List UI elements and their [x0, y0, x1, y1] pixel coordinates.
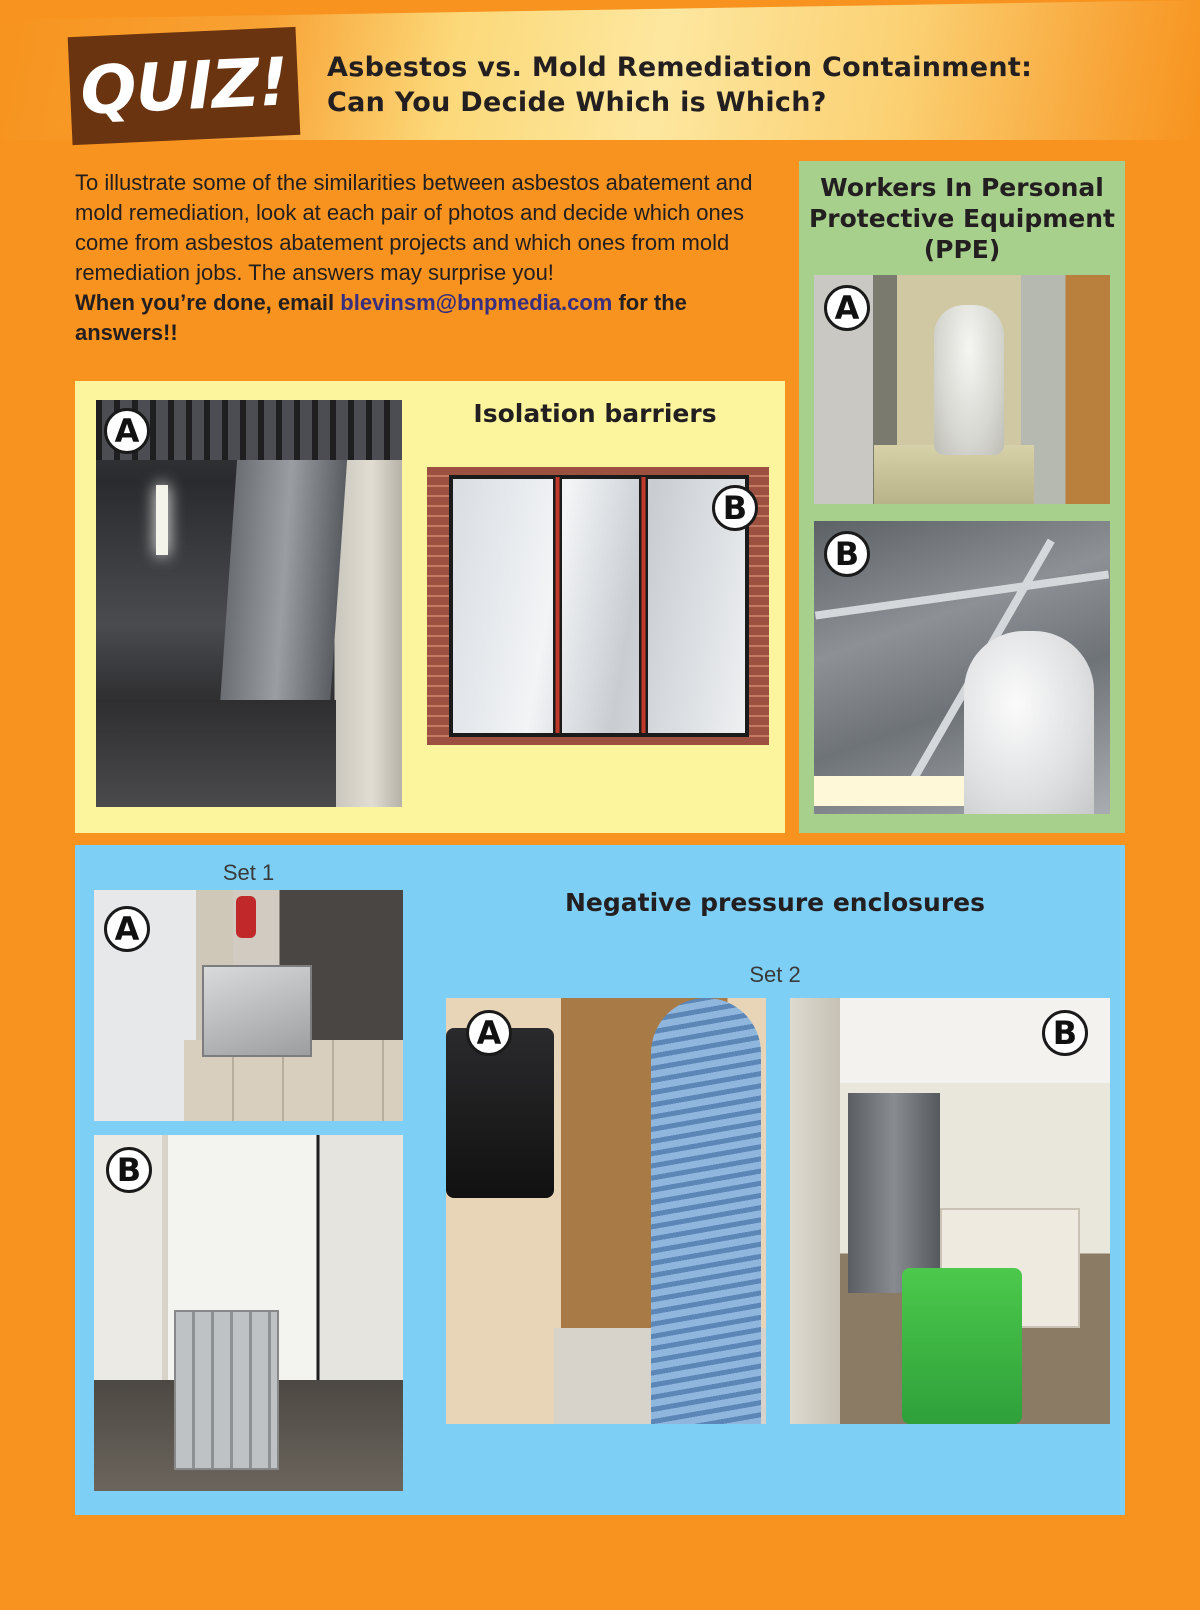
- photo-label-a: A: [824, 285, 870, 331]
- photo-label-b: B: [712, 485, 758, 531]
- photo-detail: [446, 1028, 554, 1198]
- photo-detail: [639, 477, 648, 733]
- isolation-photo-a: [96, 400, 402, 807]
- ppe-title: Workers In Personal Protective Equipment (PPE): [808, 173, 1116, 264]
- photo-detail: [934, 305, 1004, 455]
- photo-label-b: B: [824, 531, 870, 577]
- ppe-photo-b: [814, 521, 1110, 814]
- photo-detail: [848, 1093, 940, 1293]
- photo-detail: [964, 631, 1094, 814]
- page-title-line-2: Can You Decide Which is Which?: [327, 87, 827, 118]
- photo-detail: [219, 460, 347, 720]
- photo-detail: [815, 570, 1109, 619]
- set-1-photo-a: [94, 890, 403, 1121]
- set-2-photo-b: [790, 998, 1110, 1424]
- intro-cta-before: When you’re done, email: [75, 290, 341, 315]
- isolation-barriers-title: Isolation barriers: [473, 399, 717, 428]
- quiz-badge-text: QUIZ!: [78, 42, 290, 130]
- photo-detail: [902, 1268, 1022, 1424]
- isolation-photo-b: [427, 467, 769, 745]
- set-1-label: Set 1: [222, 860, 275, 885]
- photo-label-b: B: [1042, 1010, 1088, 1056]
- photo-detail: [156, 485, 168, 555]
- negative-pressure-title: Negative pressure enclosures: [564, 888, 985, 917]
- set-2-photo-a: [446, 998, 766, 1424]
- photo-detail: [814, 776, 964, 806]
- photo-detail: [202, 965, 312, 1057]
- photo-label-a: A: [466, 1010, 512, 1056]
- intro-cta-after: for the answers!!: [75, 290, 687, 345]
- photo-detail: [236, 896, 256, 938]
- page-title-line-1: Asbestos vs. Mold Remediation Containment:: [327, 52, 1033, 83]
- set-2-label: Set 2: [749, 962, 801, 987]
- intro-text: To illustrate some of the similarities between asbestos abatement and mold remediation, look at each pair of photos and decide which ones come from asbestos abatement projects and which ones from mold remediation jobs. The answers may surprise you!: [75, 170, 753, 285]
- photo-detail: [651, 998, 761, 1424]
- photo-detail: [96, 700, 336, 807]
- photo-label-a: A: [104, 906, 150, 952]
- set-1-photo-b: [94, 1135, 403, 1491]
- ppe-photo-a: [814, 275, 1110, 504]
- intro-paragraph: [75, 168, 775, 348]
- photo-label-b: B: [106, 1147, 152, 1193]
- photo-label-a: A: [104, 408, 150, 454]
- quiz-badge: [68, 27, 301, 145]
- photo-detail: [449, 475, 749, 737]
- email-link[interactable]: blevinsm@bnpmedia.com: [340, 290, 613, 315]
- photo-detail: [174, 1310, 279, 1470]
- photo-detail: [553, 477, 562, 733]
- photo-detail: [790, 998, 840, 1424]
